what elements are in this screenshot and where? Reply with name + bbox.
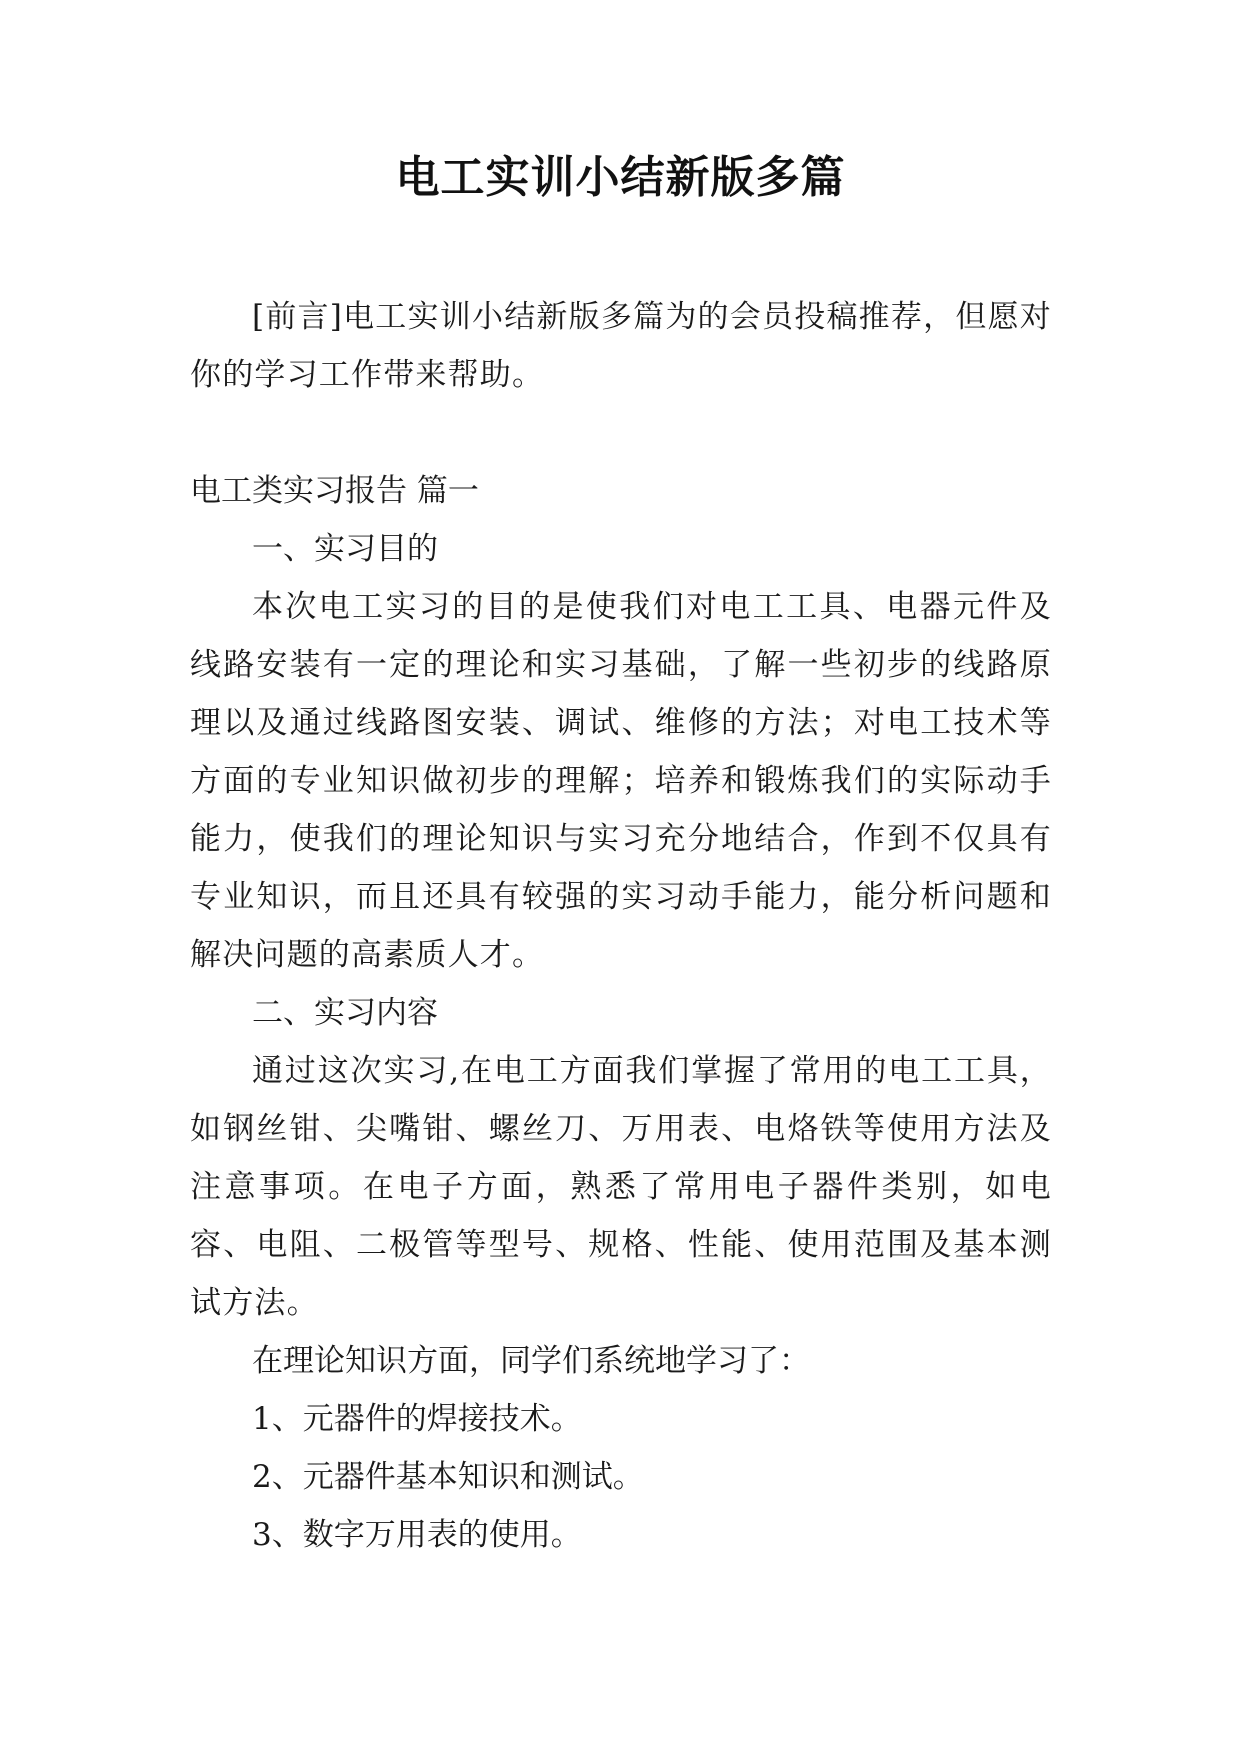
- part2-paragraph: 通过这次实习,在电工方面我们掌握了常用的电工工具，如钢丝钳、尖嘴钳、螺丝刀、万用表、电烙铁等使用方法及注意事项。在电子方面，熟悉了常用电子器件类别，如电容、电阻、二极管等型号、规格、性能、使用范围及基本测试方法。: [190, 1053, 1052, 1321]
- theory-intro: 在理论知识方面，同学们系统地学习了：: [252, 1343, 810, 1379]
- document-title: 电工实训小结新版多篇: [395, 152, 846, 203]
- paragraph-spacer: [190, 404, 1052, 462]
- document-body: [190, 288, 1052, 1564]
- list-item: 2、元器件基本知识和测试。: [252, 1459, 644, 1495]
- part1-paragraph: 本次电工实习的目的是使我们对电工工具、电器元件及线路安装有一定的理论和实习基础，了解一些初步的线路原理以及通过线路图安装、调试、维修的方法；对电工技术等方面的专业知识做初步的理解；培养和锻炼我们的实际动手能力，使我们的理论知识与实习充分地结合，作到不仅具有专业知识，而且还具有较强的实习动手能力，能分析问题和解决问题的高素质人才。: [190, 589, 1052, 973]
- part1-heading: 一、实习目的: [252, 531, 438, 567]
- part2-heading: 二、实习内容: [252, 995, 438, 1031]
- list-item: 3、数字万用表的使用。: [252, 1517, 582, 1553]
- list-item: 1、元器件的焊接技术。: [252, 1401, 582, 1437]
- section-heading: 电工类实习报告 篇一: [190, 473, 479, 509]
- preface-paragraph: [前言]电工实训小结新版多篇为的会员投稿推荐，但愿对你的学习工作带来帮助。: [190, 299, 1052, 393]
